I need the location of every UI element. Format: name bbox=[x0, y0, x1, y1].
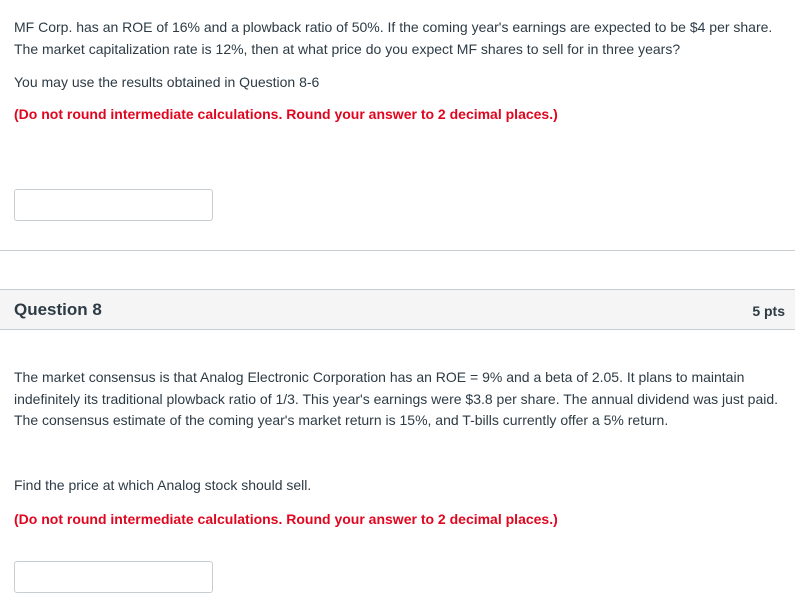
question-7-answer-input[interactable] bbox=[14, 189, 213, 221]
question-8-text: The market consensus is that Analog Electronic Corporation has an ROE = 9% and a beta of 2.05. It plans to maintain indefinitely its traditional plowback ratio of 1/3. This year's earnings were $3.8 per share. The annual dividend was just paid. The consensus estimate of the coming year's market return is 15%, and T-bills currently offer a 5% return. bbox=[14, 369, 779, 428]
question-7-text: MF Corp. has an ROE of 16% and a plowback ratio of 50%. If the coming year's earnings are expected to be $4 per share. The market capitalization rate is 12%, then at what price do you expect MF shares to sell for in three years? bbox=[14, 19, 773, 57]
question-8-header bbox=[0, 289, 795, 330]
question-7-rounding-warning: (Do not round intermediate calculations. Round your answer to 2 decimal places.) bbox=[14, 106, 558, 122]
question-8-title: Question 8 bbox=[14, 300, 102, 319]
question-8-rounding-warning: (Do not round intermediate calculations. Round your answer to 2 decimal places.) bbox=[14, 511, 558, 527]
question-8-prompt: Find the price at which Analog stock should sell. bbox=[14, 477, 312, 493]
question-8-answer-input[interactable] bbox=[14, 561, 213, 593]
question-divider bbox=[0, 250, 795, 251]
question-7-hint: You may use the results obtained in Question 8-6 bbox=[14, 74, 320, 90]
question-8-points: 5 pts bbox=[752, 303, 785, 319]
